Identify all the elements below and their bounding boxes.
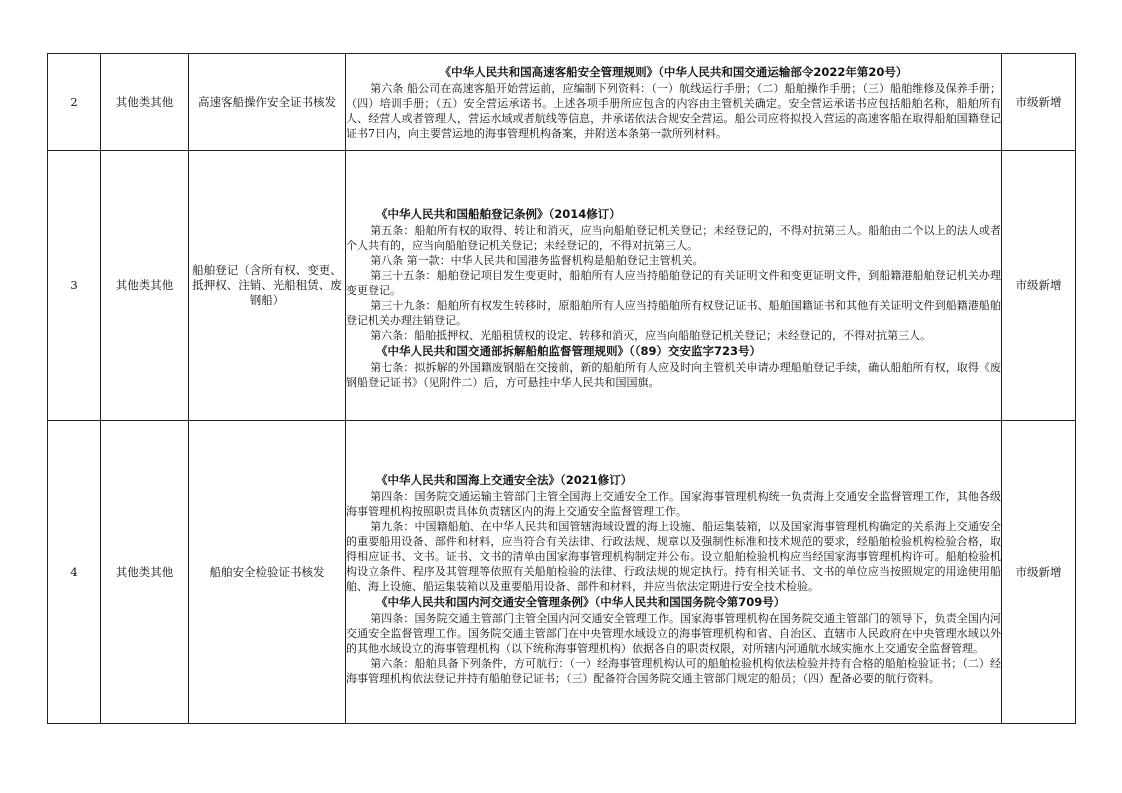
law-paragraph: 第三十五条：船舶登记项目发生变更时，船舶所有人应当持船舶登记的有关证明文件和变更证明文件，到船籍港船舶登记机关办理变更登记。	[346, 268, 1001, 297]
row-item: 船舶登记（含所有权、变更、抵押权、注销、光船租赁、废钢船）	[189, 151, 346, 421]
regulation-table	[47, 53, 1076, 724]
spacer	[346, 686, 1001, 696]
row-level: 市级新增	[1002, 54, 1076, 151]
law-title: 《中华人民共和国高速客船安全管理规则》（中华人民共和国交通运输部令2022年第20号）	[439, 64, 908, 79]
row-legal-basis	[346, 54, 1002, 151]
row-category: 其他类其他	[101, 421, 189, 724]
row-number: 4	[48, 421, 101, 724]
law-title: 《中华人民共和国海上交通安全法》（2021修订）	[376, 473, 633, 487]
table-row	[48, 54, 1076, 151]
law-paragraph: 第六条：船舶抵押权、光船租赁权的设定、转移和消灭，应当向船舶登记机关登记；未经登记的，不得对抗第三人。	[370, 328, 932, 342]
spacer	[346, 448, 1001, 472]
row-number: 2	[48, 54, 101, 151]
law-paragraph: 第六条：船舶具备下列条件，方可航行：（一）经海事管理机构认可的船舶检验机构依法检验并持有合格的船舶检验证书；（二）经海事管理机构依法登记并持有船舶登记证书；（三）配备符合国务院交通主管部门规定的船员；（四）配备必要的航行资料。	[346, 657, 1001, 685]
row-number: 3	[48, 151, 101, 421]
law-paragraph: 第四条：国务院交通运输主管部门主管全国海上交通安全工作。国家海事管理机构统一负责海上交通安全监督管理工作，其他各级海事管理机构按照职责具体负责辖区内的海上交通安全监督管理工作。	[346, 490, 1001, 518]
law-paragraph: 第七条：拟拆解的外国籍废钢船在交接前，新的船舶所有人应及时向主管机关申请办理船舶登记手续，确认船舶所有权，取得《废钢船登记证书》（见附件二）后，方可悬挂中华人民共和国国旗。	[346, 360, 1001, 389]
law-title: 《中华人民共和国内河交通安全管理条例》（中华人民共和国国务院令第709号）	[376, 595, 786, 609]
row-legal-basis	[346, 421, 1002, 724]
law-paragraph: 第八条 第一款：中华人民共和国港务监督机构是船舶登记主管机关。	[370, 253, 704, 267]
law-paragraph: 第五条：船舶所有权的取得、转让和消灭，应当向船舶登记机关登记；未经登记的，不得对抗第三人。船舶由二个以上的法人或者个人共有的，应当向船舶登记机关登记；未经登记的，不得对抗第三人。	[346, 223, 1001, 252]
row-legal-basis	[346, 151, 1002, 421]
law-paragraph: 第四条：国务院交通主管部门主管全国内河交通安全管理工作。国家海事管理机构在国务院交通主管部门的领导下，负责全国内河交通安全监督管理工作。国务院交通主管部门在中央管理水域设立的海事管理机构和省、自治区、直辖市人民政府在中央管理水域以外的其他水域设立的海事管理机构（以下统称海事管理机构）依据各自的职责权限，对所辖内河通航水域实施水上交通安全监督管理。	[346, 612, 1001, 655]
law-paragraph: 第三十九条：船舶所有权发生转移时，原船舶所有人应当持船舶所有权登记证书、船舶国籍证书和其他有关证明文件到船籍港船舶登记机关办理注销登记。	[346, 298, 1001, 327]
row-category: 其他类其他	[101, 151, 189, 421]
table-row	[48, 151, 1076, 421]
law-paragraph: 第九条：中国籍船舶、在中华人民共和国管辖海域设置的海上设施、船运集装箱，以及国家海事管理机构确定的关系海上交通安全的重要船用设备、部件和材料，应当符合有关法律、行政法规、规章以及强制性标准和技术规范的要求，经船舶检验机构检验合格，取得相应证书、文书。证书、文书的清单由国家海事管理机构制定并公布。设立船舶检验机构应当经国家海事管理机构许可。船舶检验机构设立条件、程序及其管理等依照有关船舶检验的法律、行政法规的规定执行。持有相关证书、文书的单位应当按照规定的用途使用船舶、海上设施、船运集装箱以及重要船用设备、部件和材料，并应当依法定期进行安全技术检验。	[346, 520, 1001, 593]
row-level: 市级新增	[1002, 421, 1076, 724]
row-item: 高速客船操作安全证书核发	[189, 54, 346, 151]
law-title: 《中华人民共和国交通部拆解船舶监督管理规则》（（89）交安监字723号）	[376, 343, 762, 358]
table-row	[48, 421, 1076, 724]
law-paragraph: 第六条 船公司在高速客船开始营运前，应编制下列资料：（一）航线运行手册；（二）船舶操作手册；（三）船舶维修及保养手册；（四）培训手册；（五）安全营运承诺书。上述各项手册所应包含的内容由主管机关确定。安全营运承诺书应包括船舶名称，船舶所有人、经营人或者管理人，营运水域或者航线等信息，并承诺依法合规安全营运。船公司应将拟投入营运的高速客船在取得船舶国籍登记证书7日内，向主要营运地的海事管理机构备案，并附送本条第一款所列材料。	[346, 81, 1001, 140]
spacer	[346, 182, 1001, 206]
law-title: 《中华人民共和国船舶登记条例》（2014修订）	[376, 206, 621, 221]
row-item: 船舶安全检验证书核发	[189, 421, 346, 724]
row-category: 其他类其他	[101, 54, 189, 151]
row-level: 市级新增	[1002, 151, 1076, 421]
